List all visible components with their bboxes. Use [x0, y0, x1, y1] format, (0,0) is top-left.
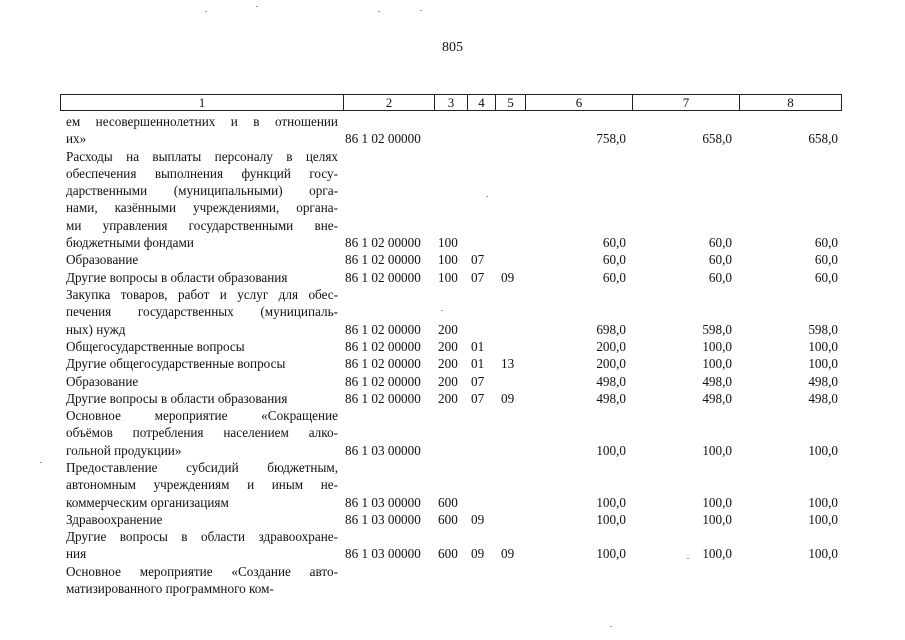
- cell-code: 86 1 03 00000: [345, 546, 421, 562]
- description-line: Другие вопросы в области образования: [66, 390, 288, 406]
- table-row: [0, 373, 905, 390]
- cell-v8: 100,0: [808, 511, 838, 527]
- description-line: печения государственных (муниципаль-: [66, 304, 338, 320]
- cell-code: 86 1 02 00000: [345, 235, 421, 251]
- description-line: ния: [66, 546, 87, 562]
- scan-speck: [40, 462, 42, 463]
- description-line: Образование: [66, 373, 139, 389]
- cell-code: 86 1 02 00000: [345, 321, 421, 337]
- cell-code: 86 1 02 00000: [345, 373, 421, 389]
- cell-code: 86 1 02 00000: [345, 131, 421, 147]
- cell-pr: 09: [501, 546, 515, 562]
- cell-vr: 200: [438, 321, 458, 337]
- header-col-3: 3: [447, 95, 455, 110]
- header-col-2: 2: [385, 95, 393, 110]
- scan-speck: [486, 196, 488, 197]
- cell-v7: 100,0: [702, 442, 732, 458]
- description-line: Здравоохранение: [66, 511, 163, 527]
- row-description: [66, 459, 338, 511]
- row-description: [66, 251, 338, 268]
- cell-rz: 01: [471, 338, 485, 354]
- description-line: гольной продукции»: [66, 442, 182, 458]
- row-description: [66, 148, 338, 252]
- description-line: матизированного программного ком-: [66, 581, 274, 597]
- cell-vr: 200: [438, 373, 458, 389]
- cell-code: 86 1 03 00000: [345, 494, 421, 510]
- cell-code: 86 1 02 00000: [345, 252, 421, 268]
- table-row: [0, 459, 905, 511]
- cell-vr: 200: [438, 356, 458, 372]
- cell-v6: 498,0: [596, 390, 626, 406]
- cell-v6: 200,0: [596, 338, 626, 354]
- row-description: [66, 390, 338, 407]
- cell-vr: 200: [438, 338, 458, 354]
- cell-v8: 100,0: [808, 338, 838, 354]
- cell-pr: 09: [501, 269, 515, 285]
- scan-speck: [441, 310, 443, 311]
- description-line: их»: [66, 131, 87, 147]
- cell-vr: 600: [438, 511, 458, 527]
- row-description: [66, 286, 338, 338]
- table-row: [0, 355, 905, 372]
- description-line: ных) нужд: [66, 321, 126, 337]
- cell-v7: 658,0: [702, 131, 732, 147]
- cell-v8: 658,0: [808, 131, 838, 147]
- scan-speck: [256, 6, 258, 7]
- cell-rz: 09: [471, 511, 485, 527]
- cell-rz: 01: [471, 356, 485, 372]
- description-line: Предоставление субсидий бюджетным,: [66, 460, 338, 475]
- cell-v8: 498,0: [808, 390, 838, 406]
- cell-v7: 598,0: [702, 321, 732, 337]
- cell-vr: 200: [438, 390, 458, 406]
- table-header: [60, 94, 842, 111]
- page-number: 805: [442, 40, 463, 55]
- cell-v7: 100,0: [702, 356, 732, 372]
- cell-v6: 498,0: [596, 373, 626, 389]
- row-description: [66, 407, 338, 459]
- row-description: [66, 338, 338, 355]
- scan-speck: [687, 558, 689, 559]
- cell-v6: 200,0: [596, 356, 626, 372]
- cell-rz: 09: [471, 546, 485, 562]
- header-col-5: 5: [507, 95, 514, 110]
- cell-rz: 07: [471, 269, 485, 285]
- cell-pr: 09: [501, 390, 515, 406]
- cell-code: 86 1 02 00000: [345, 356, 421, 372]
- header-col-8: 8: [787, 95, 794, 110]
- cell-vr: 100: [438, 269, 458, 285]
- cell-v8: 100,0: [808, 494, 838, 510]
- scan-speck: [610, 626, 612, 627]
- cell-code: 86 1 02 00000: [345, 269, 421, 285]
- header-col-7: 7: [682, 95, 690, 110]
- description-line: Расходы на выплаты персоналу в целях: [66, 148, 338, 164]
- cell-v8: 100,0: [808, 442, 838, 458]
- cell-v8: 60,0: [814, 269, 838, 285]
- cell-v6: 100,0: [596, 511, 626, 527]
- row-description: [66, 355, 338, 372]
- cell-v6: 698,0: [596, 321, 626, 337]
- description-line: ми управления государственными вне-: [66, 217, 338, 233]
- cell-pr: 13: [501, 356, 515, 372]
- table-row: [0, 269, 905, 286]
- cell-code: 86 1 03 00000: [345, 442, 421, 458]
- description-line: ем несовершеннолетних и в отношении: [66, 114, 338, 129]
- cell-v7: 60,0: [708, 252, 732, 268]
- row-description: [66, 528, 338, 563]
- cell-v7: 498,0: [702, 373, 732, 389]
- cell-v8: 598,0: [808, 321, 838, 337]
- description-line: Образование: [66, 252, 139, 268]
- cell-v8: 100,0: [808, 356, 838, 372]
- description-line: обеспечения выполнения функций госу-: [66, 165, 338, 181]
- description-line: Закупка товаров, работ и услуг для обес-: [66, 287, 338, 302]
- table-row: [0, 511, 905, 528]
- cell-vr: 600: [438, 494, 458, 510]
- description-line: Другие вопросы в области образования: [66, 269, 288, 285]
- description-line: нами, казёнными учреждениями, органа-: [66, 200, 338, 216]
- description-line: Основное мероприятие «Сокращение: [66, 408, 338, 424]
- cell-v7: 100,0: [702, 338, 732, 354]
- cell-v6: 758,0: [596, 131, 626, 147]
- cell-v6: 60,0: [602, 269, 626, 285]
- table-row: [0, 286, 905, 338]
- description-line: Другие общегосударственные вопросы: [66, 356, 286, 372]
- cell-vr: 100: [438, 235, 458, 251]
- row-description: [66, 563, 338, 598]
- cell-vr: 100: [438, 252, 458, 268]
- cell-rz: 07: [471, 252, 485, 268]
- cell-v7: 498,0: [702, 390, 732, 406]
- header-col-1: 1: [198, 95, 206, 110]
- description-line: объёмов потребления населением алко-: [66, 425, 338, 441]
- cell-v7: 100,0: [702, 546, 732, 562]
- cell-v6: 100,0: [596, 442, 626, 458]
- cell-rz: 07: [471, 373, 485, 389]
- description-line: Другие вопросы в области здравоохране-: [66, 529, 338, 545]
- table-row: [0, 148, 905, 252]
- table-row: [0, 251, 905, 268]
- table-row: [0, 390, 905, 407]
- cell-v7: 60,0: [708, 235, 732, 251]
- scan-speck: [420, 10, 422, 11]
- table-row: [0, 338, 905, 355]
- table-row: [0, 563, 905, 598]
- description-line: Основное мероприятие «Создание авто-: [66, 563, 338, 579]
- cell-v7: 100,0: [702, 494, 732, 510]
- cell-v6: 60,0: [602, 235, 626, 251]
- description-line: бюджетными фондами: [66, 235, 194, 251]
- cell-code: 86 1 03 00000: [345, 511, 421, 527]
- cell-v6: 100,0: [596, 494, 626, 510]
- table-row: [0, 130, 905, 147]
- description-line: автономным учреждениям и иным не-: [66, 477, 338, 493]
- header-col-6: 6: [575, 95, 583, 110]
- scan-speck: [378, 11, 380, 12]
- cell-v8: 60,0: [814, 235, 838, 251]
- cell-v6: 60,0: [602, 252, 626, 268]
- row-description: [66, 373, 338, 390]
- cell-v8: 100,0: [808, 546, 838, 562]
- cell-vr: 600: [438, 546, 458, 562]
- table-row: [0, 528, 905, 563]
- cell-v8: 60,0: [814, 252, 838, 268]
- scan-speck: [205, 11, 207, 12]
- row-description: [66, 511, 338, 528]
- cell-v7: 100,0: [702, 511, 732, 527]
- row-description: [66, 269, 338, 286]
- cell-v6: 100,0: [596, 546, 626, 562]
- cell-v7: 60,0: [708, 269, 732, 285]
- description-line: дарственными (муниципальными) орга-: [66, 183, 338, 199]
- cell-code: 86 1 02 00000: [345, 390, 421, 406]
- cell-code: 86 1 02 00000: [345, 338, 421, 354]
- cell-v8: 498,0: [808, 373, 838, 389]
- description-line: Общегосударственные вопросы: [66, 338, 245, 354]
- header-col-4: 4: [478, 95, 485, 110]
- table-row: [0, 407, 905, 459]
- cell-rz: 07: [471, 390, 485, 406]
- description-line: коммерческим организациям: [66, 494, 229, 510]
